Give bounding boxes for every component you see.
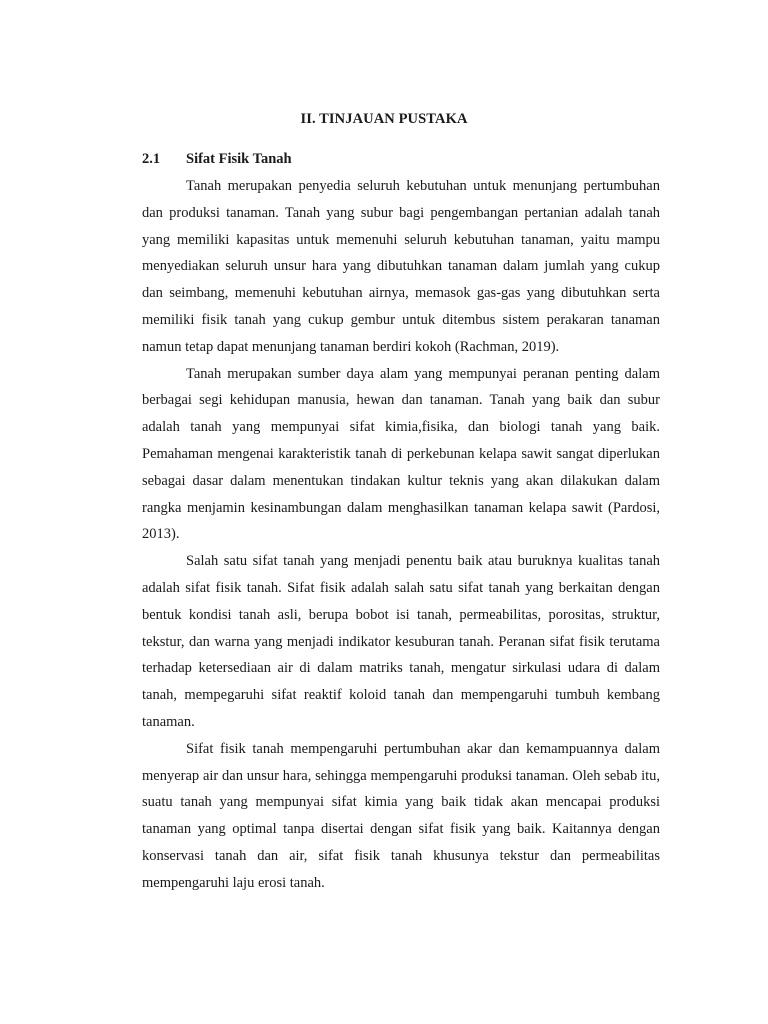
paragraph: Sifat fisik tanah mempengaruhi pertumbuhan akar dan kemampuannya dalam menyerap air dan unsur hara, sehingga mempengaruhi produksi tanaman. Oleh sebab itu, suatu tanah yang mempunyai sifat kimia yang baik tidak akan mencapai produksi tanaman yang optimal tanpa disertai dengan sifat fisik yang baik. Kaitannya dengan konservasi tanah dan air, sifat fisik tanah khusunya tekstur dan permeabilitas mempengaruhi laju erosi tanah.: [142, 740, 660, 891]
chapter-title: II. TINJAUAN PUSTAKA: [300, 111, 468, 127]
section-number: 2.1: [142, 151, 161, 167]
paragraph: Tanah merupakan penyedia seluruh kebutuhan untuk menunjang pertumbuhan dan produksi tanaman. Tanah yang subur bagi pengembangan pertanian adalah tanah yang memiliki kapasitas untuk memenuhi seluruh kebutuhan tanaman, yaitu mampu menyediakan seluruh unsur hara yang dibutuhkan tanaman dalam jumlah yang cukup dan seimbang, memenuhi kebutuhan airnya, memasok gas-gas yang dibutuhkan serta memiliki fisik tanah yang cukup gembur untuk ditembus sistem perakaran tanaman namun tetap dapat menunjang tanaman berdiri kokoh (Rachman, 2019).: [142, 178, 660, 355]
paragraph: Salah satu sifat tanah yang menjadi penentu baik atau buruknya kualitas tanah adalah sifat fisik tanah. Sifat fisik adalah salah satu sifat tanah yang berkaitan dengan bentuk kondisi tanah asli, berupa bobot isi tanah, permeabilitas, porositas, struktur, tekstur, dan warna yang menjadi indikator kesuburan tanah. Peranan sifat fisik terutama terhadap ketersediaan air di dalam matriks tanah, mengatur sirkulasi udara di dalam tanah, mempegaruhi sifat reaktif koloid tanah dan mempengaruhi tumbuh kembang tanaman.: [142, 553, 660, 730]
section-heading: [142, 149, 292, 169]
paragraph: Tanah merupakan sumber daya alam yang mempunyai peranan penting dalam berbagai segi kehidupan manusia, hewan dan tanaman. Tanah yang baik dan subur adalah tanah yang mempunyai sifat kimia,fisika, dan biologi tanah yang baik. Pemahaman mengenai karakteristik tanah di perkebunan kelapa sawit sangat diperlukan sebagai dasar dalam menentukan tindakan kultur teknis yang akan dilakukan dalam rangka menjamin kesinambungan dalam menghasilkan tanaman kelapa sawit (Pardosi, 2013).: [142, 365, 660, 543]
body-text: [142, 173, 660, 897]
section-title: Sifat Fisik Tanah: [186, 151, 292, 167]
